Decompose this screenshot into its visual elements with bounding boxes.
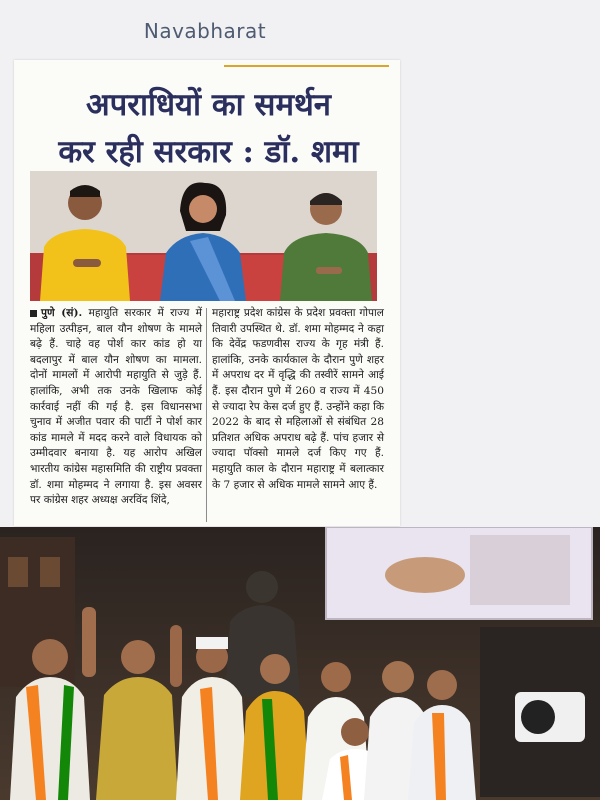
rally-illustration [0, 527, 600, 800]
press-conference-photo [30, 171, 377, 301]
article-column-1 [30, 306, 202, 509]
rally-photo [0, 527, 600, 800]
headline-line-1: अपराधियों का समर्थन [85, 87, 332, 123]
bullet-square-icon [30, 310, 37, 317]
publication-name: Navabharat [143, 19, 267, 43]
headline [26, 82, 391, 176]
dateline: पुणे (सं). [41, 307, 83, 319]
press-conference-illustration [30, 171, 377, 301]
article-column-2: महाराष्ट्र प्रदेश कांग्रेस के प्रदेश प्रवक्ता गोपाल तिवारी उपस्थित थे. डॉ. शमा मोहम्मद ने कहा कि देवेंद्र फडणवीस राज्य के गृह मंत्री हैं. हालांकि, उनके कार्यकाल के दौरान पुणे शहर में अपराध दर में वृद्धि की तस्वीरें सामने आई हैं. इस दौरान पुणे में 260 व राज्य में 450 से ज्यादा रेप केस दर्ज हुए हैं. उन्होंने कहा कि 2022 के बाद से महिलाओं से संबंधित 28 प्रतिशत अधिक अपराध बढ़े हैं. पांच हजार से ज्यादा पॉक्सो मामले दर्ज किए गए हैं. महायुति काल के दौरान महाराष्ट्र में बलात्कार के 7 हजार से अधिक मामले सामने आए हैं. [212, 307, 384, 491]
column-divider [206, 308, 207, 522]
article-body [30, 306, 382, 524]
headline-line-2: कर रही सरकार : डॉ. शमा [58, 134, 359, 170]
article-column-1-text: महायुति सरकार में राज्य में महिला उत्पीड़न, बाल यौन शोषण के मामले बढ़े हैं. चाहे वह पोर्श कार कांड हो या बदलापुर में बाल यौन शोषण का मामला. दोनों मामलों में आरोपी महायुति से जुड़े हैं. हालांकि, अभी तक उनके खिलाफ कोई कार्रवाई नहीं की गई है. इस विधानसभा चुनाव में अजीत पवार की पार्टी ने पोर्श कार कांड मामले में मदद करने वाले विधायक को उम्मीदवार बनाया है. यह आरोप अखिल भारतीय कांग्रेस महासमिति की राष्ट्रीय प्रवक्ता डॉ. शमा मोहम्मद ने लगाया है. इस अवसर पर कांग्रेस शहर अध्यक्ष अरविंद शिंदे, [30, 307, 202, 507]
newspaper-clipping [14, 60, 400, 526]
accent-rule [224, 65, 389, 67]
